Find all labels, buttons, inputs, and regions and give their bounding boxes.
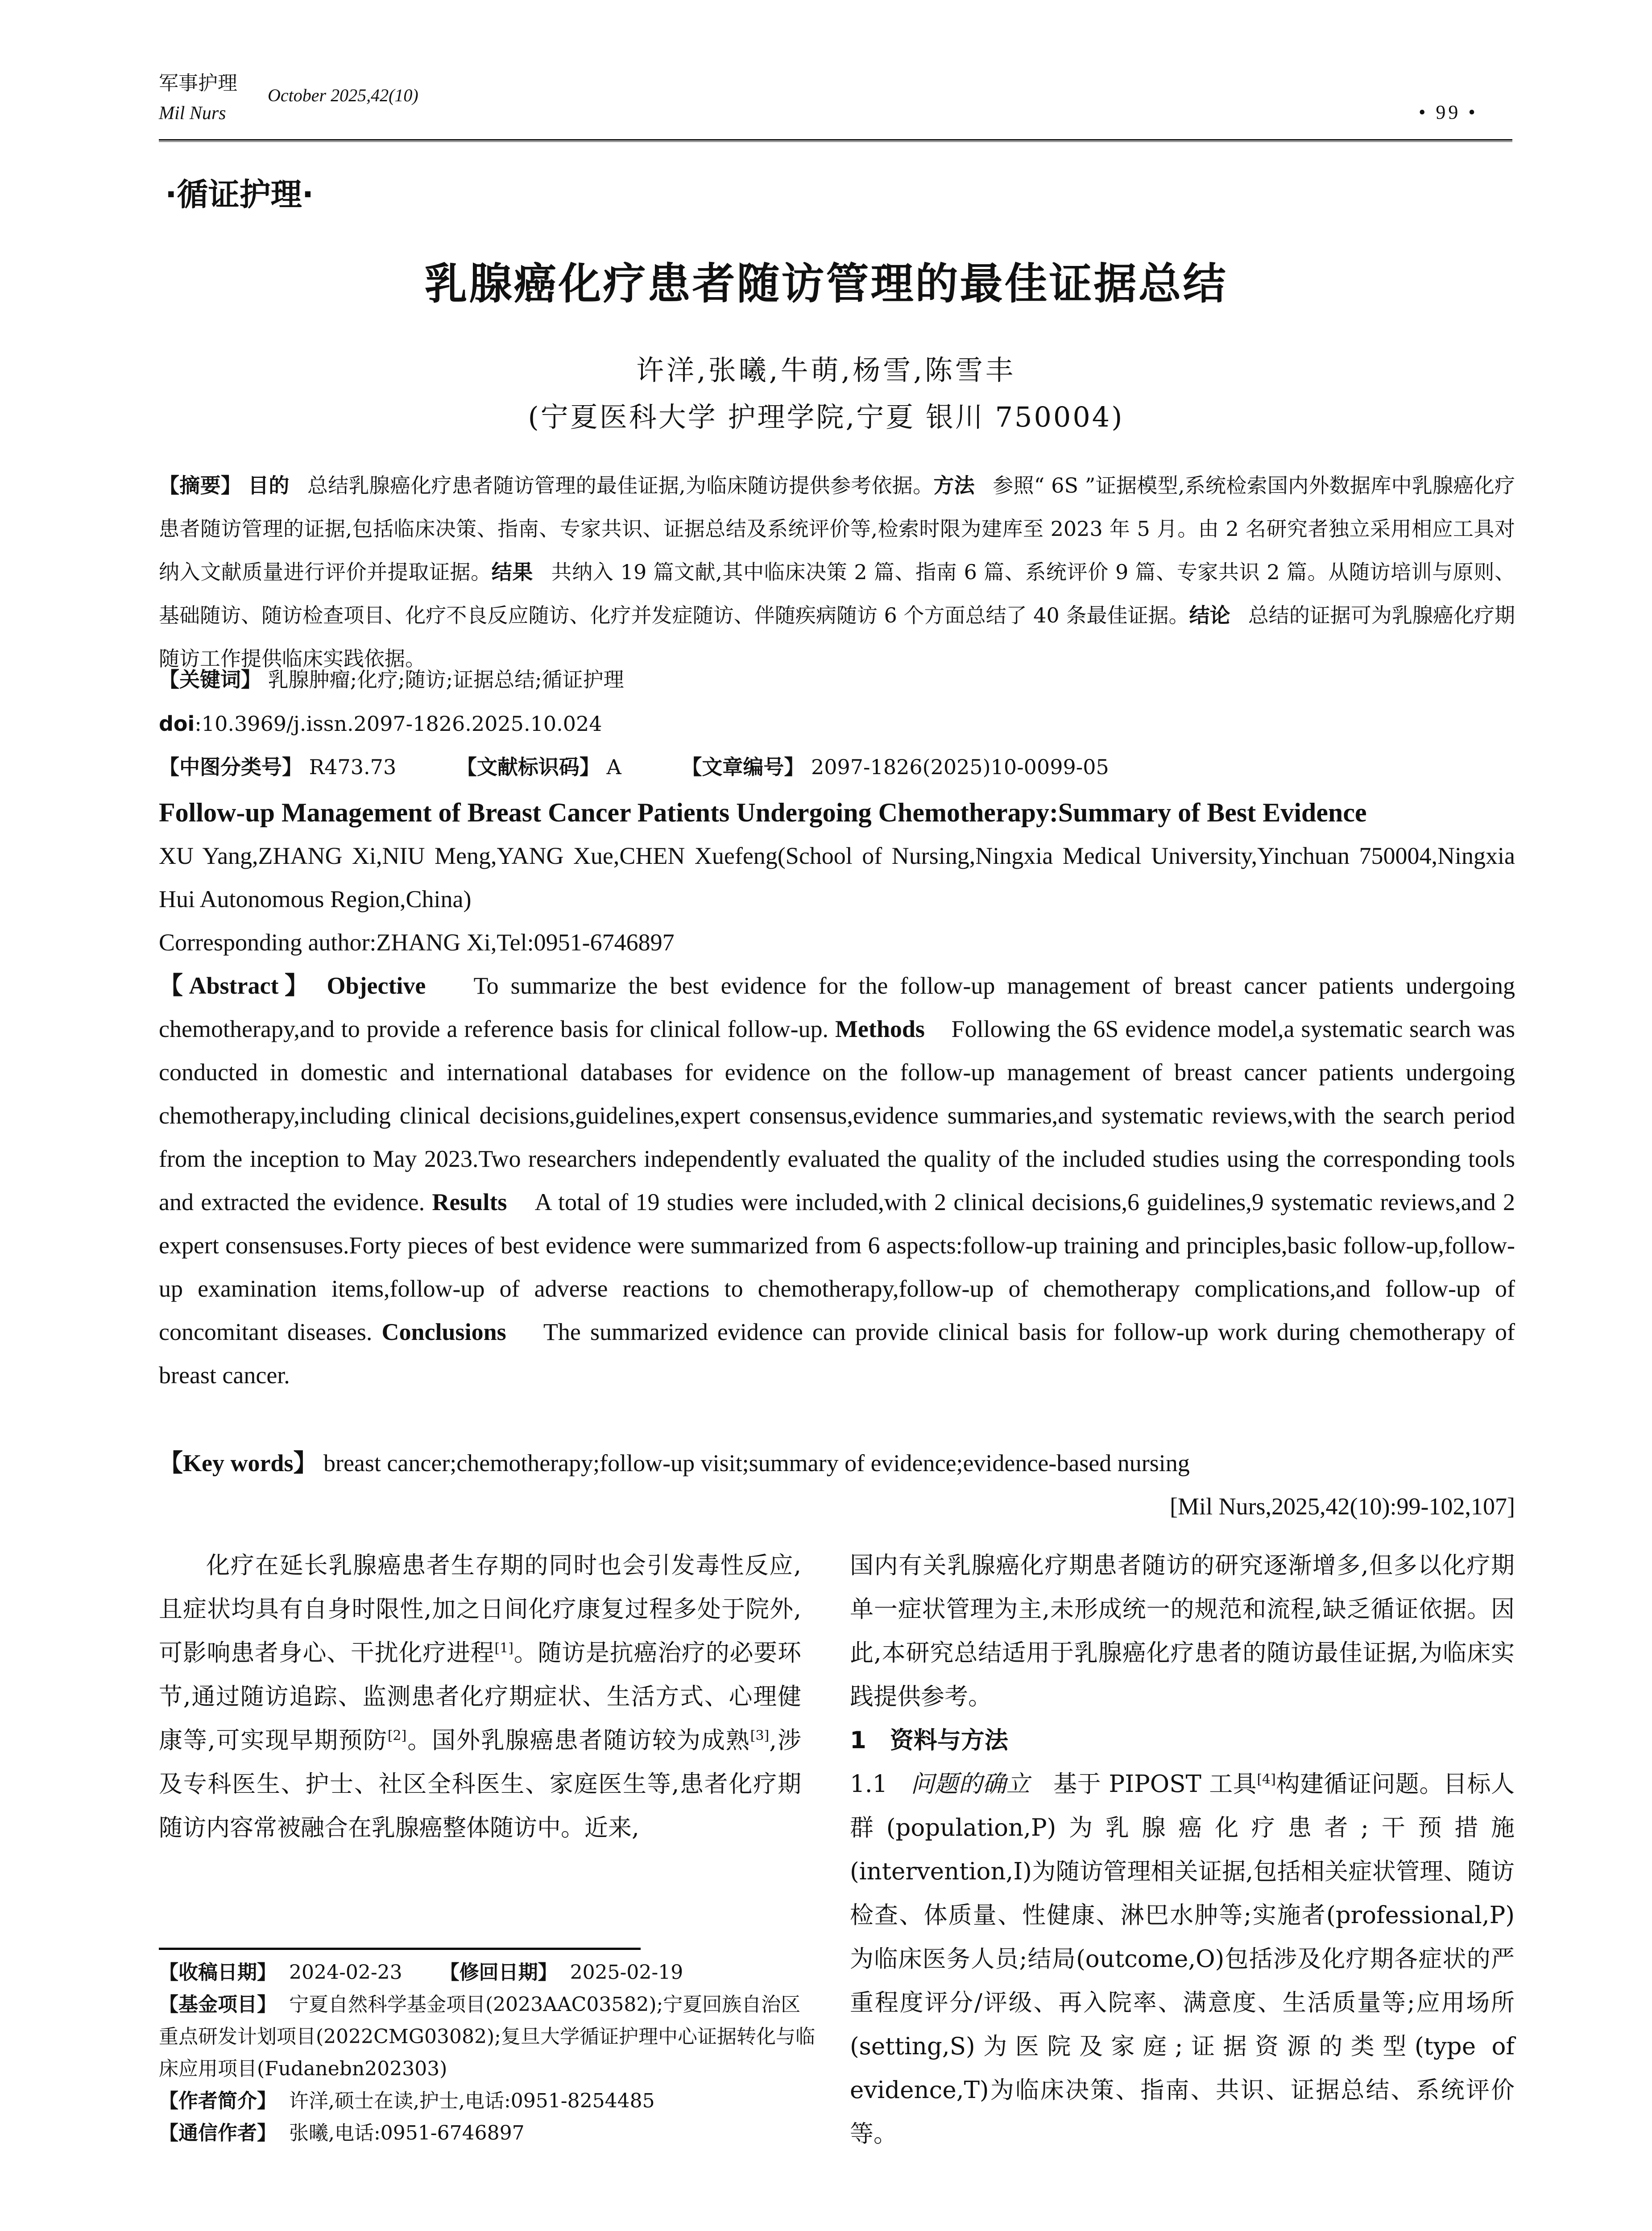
issue-date: October 2025,42(10) xyxy=(268,85,418,105)
methods-en-label: Methods xyxy=(835,1016,925,1042)
doc-code-value: A xyxy=(606,755,621,779)
keywords-en-value: breast cancer;chemotherapy;follow-up visit;summary of evidence;evidence-based nursing xyxy=(323,1450,1190,1476)
corresponding-author-en: Corresponding author:ZHANG Xi,Tel:0951-6746897 xyxy=(159,929,675,956)
intro-text-c: 。国外乳腺癌患者随访较为成熟 xyxy=(406,1727,750,1754)
fund-text: 宁夏自然科学基金项目(2023AAC03582);宁夏回族自治区重点研发计划项目(2022CMG03082);复旦大学循证护理中心证据转化与临床应用项目(Fudanebn202303) xyxy=(159,1993,815,2080)
fund-line xyxy=(159,1989,819,2085)
intro-paragraph-2: 国内有关乳腺癌化疗期患者随访的研究逐渐增多,但多以化疗期单一症状管理为主,未形成统一的规范和流程,缺乏循证依据。因此,本研究总结适用于乳腺癌化疗患者的随访最佳证据,为临床实践提供参考。 xyxy=(850,1552,1515,1710)
results-en-text: A total of 19 studies were included,with 2 clinical decisions,6 guidelines,9 systematic reviews,and 2 expert consensuses.Forty pieces of best evidence were summarized from 6 aspects:follow-up training and principles,basic follow-up,follow-up examination items,follow-up of adverse reactions to chemotherapy,follow-up of chemotherapy complications,and follow-up of concomitant diseases. xyxy=(159,1189,1515,1345)
conclusions-en-label: Conclusions xyxy=(381,1319,506,1345)
intro-text-a: 化疗在延长乳腺癌患者生存期的同时也会引发毒性反应,且症状均具有自身时限性,加之日间化疗康复过程多处于院外,可影响患者身心、干扰化疗进程 xyxy=(159,1552,801,1667)
methods-label: 方法 xyxy=(933,473,975,498)
conclusion-text: 总结的证据可为乳腺癌化疗期随访工作提供临床实践依据。 xyxy=(159,603,1515,671)
abstract-en-label: 【Abstract】 xyxy=(159,972,315,999)
received-label: 【收稿日期】 xyxy=(159,1961,277,1984)
article-title-en: Follow-up Management of Breast Cancer Patients Undergoing Chemotherapy:Summary of Best Evidence xyxy=(159,798,1367,827)
author-bio-line xyxy=(159,2085,819,2117)
section-heading-1: 1 资料与方法 xyxy=(850,1727,1008,1754)
objective-text: 总结乳腺癌化疗患者随访管理的最佳证据,为临床随访提供参考依据。 xyxy=(307,473,934,498)
reference-link-2[interactable]: [2] xyxy=(387,1728,407,1744)
intro-text-b: 。随访是抗癌治疗的必要环节,通过随访追踪、监测患者化疗期症状、生活方式、心理健康等,可实现早期预防 xyxy=(159,1639,801,1754)
subsection-text-b: 构建循证问题。目标人群(population,P)为乳腺癌化疗患者;干预措施(intervention,I)为随访管理相关证据,包括相关症状管理、随访检查、体质量、性健康、淋巴水肿等;实施者(professional,P)为临床医务人员;结局(outcome,O)包括涉及化疗期各症状的严重程度评分/评级、再入院率、满意度、生活质量等;应用场所(setting,S)为医院及家庭;证据资源的类型(type of evidence,T)为临床决策、指南、共识、证据总结、系统评价等。 xyxy=(850,1771,1515,2148)
objective-label: 目的 xyxy=(248,473,290,498)
keywords-en xyxy=(159,1442,1515,1485)
affiliation-cn: (宁夏医科大学 护理学院,宁夏 银川 750004) xyxy=(528,401,1124,433)
classification-line xyxy=(159,746,1515,789)
section-tag: ·循证护理· xyxy=(165,176,314,213)
reference-link-1[interactable]: [1] xyxy=(494,1640,513,1656)
abstract-label: 【摘要】 xyxy=(159,473,242,498)
article-title-cn: 乳腺癌化疗患者随访管理的最佳证据总结 xyxy=(424,259,1228,309)
dates-line xyxy=(159,1957,819,1989)
clc-value: R473.73 xyxy=(309,755,397,779)
journal-name-en: Mil Nurs xyxy=(159,103,226,124)
author-bio-text: 许洋,硕士在读,护士,电话:0951-8254485 xyxy=(289,2090,655,2112)
conclusions-en-text: The summarized evidence can provide clinical basis for follow-up work during chemotherapy of breast cancer. xyxy=(159,1319,1515,1389)
revised-label: 【修回日期】 xyxy=(439,1961,558,1984)
results-en-label: Results xyxy=(432,1189,507,1215)
objective-en-text: To summarize the best evidence for the follow-up management of breast cancer patients undergoing chemotherapy,and to provide a reference basis for clinical follow-up. xyxy=(159,972,1515,1042)
article-no-label: 【文章编号】 xyxy=(681,755,805,779)
objective-en-label: Objective xyxy=(327,972,426,999)
methods-en-text: Following the 6S evidence model,a systematic search was conducted in domestic and international databases for evidence on the follow-up management of breast cancer patients undergoing chemotherapy,including clinical decisions,guidelines,expert consensus,evidence summaries,and systematic reviews,with the search period from the inception to May 2023.Two researchers independently evaluated the quality of the included studies using the corresponding tools and extracted the evidence. xyxy=(159,1016,1515,1215)
author-list-en: XU Yang,ZHANG Xi,NIU Meng,YANG Xue,CHEN Xuefeng(School of Nursing,Ningxia Medical University,Yinchuan 750004,Ningxia Hui Autonomous Region,China) xyxy=(159,842,1515,912)
reference-link-4[interactable]: [4] xyxy=(1257,1771,1276,1787)
keywords-label: 【关键词】 xyxy=(159,668,261,692)
fund-label: 【基金项目】 xyxy=(159,1993,277,2016)
body-column-right xyxy=(850,1544,1515,2156)
journal-name-cn: 军事护理 xyxy=(159,72,237,95)
author-list-cn: 许洋,张曦,牛萌,杨雪,陈雪丰 xyxy=(636,354,1016,386)
doi-line xyxy=(159,702,1515,746)
footnote-rule xyxy=(159,1948,641,1950)
corresponding-label: 【通信作者】 xyxy=(159,2122,277,2144)
abstract-cn xyxy=(159,464,1515,680)
intro-paragraph-1 xyxy=(159,1544,801,1850)
author-bio-label: 【作者简介】 xyxy=(159,2090,277,2112)
keywords-en-label: 【Key words】 xyxy=(159,1450,318,1476)
citation: [Mil Nurs,2025,42(10):99-102,107] xyxy=(1170,1493,1515,1520)
subsection-1-1 xyxy=(850,1762,1515,2156)
doi-label: doi xyxy=(159,712,195,736)
reference-link-3[interactable]: [3] xyxy=(750,1728,770,1744)
body-column-left xyxy=(159,1544,801,1850)
article-no-value: 2097-1826(2025)10-0099-05 xyxy=(811,755,1109,779)
corresponding-line xyxy=(159,2117,819,2149)
clc-label: 【中图分类号】 xyxy=(159,755,302,779)
intro-text-d: ,涉及专科医生、护士、社区全科医生、家庭医生等,患者化疗期随访内容常被融合在乳腺癌整体随访中。近来, xyxy=(159,1727,801,1841)
doi-value[interactable]: :10.3969/j.issn.2097-1826.2025.10.024 xyxy=(195,712,602,736)
subsection-number: 1.1 xyxy=(850,1771,888,1798)
revised-date: 2025-02-19 xyxy=(570,1961,683,1984)
keywords-cn xyxy=(159,658,1515,701)
results-text: 共纳入 19 篇文献,其中临床决策 2 篇、指南 6 篇、系统评价 9 篇、专家共识 2 篇。从随访培训与原则、基础随访、随访检查项目、化疗不良反应随访、化疗并发症随访、伴随疾病随访 6 个方面总结了 40 条最佳证据。 xyxy=(159,560,1515,627)
header-rule xyxy=(159,139,1512,142)
abstract-en xyxy=(159,964,1515,1397)
methods-text: 参照“ 6S ”证据模型,系统检索国内外数据库中乳腺癌化疗患者随访管理的证据,包括临床决策、指南、专家共识、证据总结及系统评价等,检索时限为建库至 2023 年 5 月。由 2 名研究者独立采用相应工具对纳入文献质量进行评价并提取证据。 xyxy=(159,473,1515,584)
footnotes xyxy=(159,1957,819,2149)
received-date: 2024-02-23 xyxy=(289,1961,402,1984)
subsection-title: 问题的确立 xyxy=(911,1771,1031,1798)
corresponding-text: 张曦,电话:0951-6746897 xyxy=(289,2122,525,2144)
subsection-text-a: 基于 PIPOST 工具 xyxy=(1053,1771,1257,1798)
keywords-value: 乳腺肿瘤;化疗;随访;证据总结;循证护理 xyxy=(268,668,624,692)
page-number: • 99 • xyxy=(1419,101,1478,123)
doc-code-label: 【文献标识码】 xyxy=(456,755,600,779)
conclusion-label: 结论 xyxy=(1189,603,1230,627)
results-label: 结果 xyxy=(491,560,534,584)
